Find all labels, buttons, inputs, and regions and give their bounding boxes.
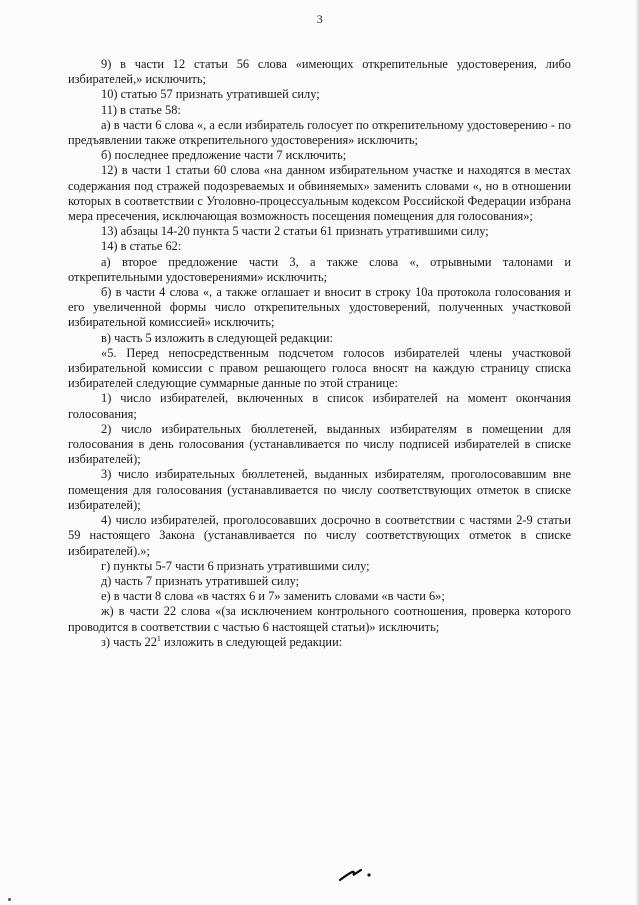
paragraph: 11) в статье 58: xyxy=(101,102,181,117)
paragraph: 14) в статье 62: xyxy=(101,239,182,254)
paragraph: е) в части 8 слова «в частях 6 и 7» заменить словами «в части 6»; xyxy=(101,589,445,604)
page-number: 3 xyxy=(316,12,324,26)
paragraph: ж) в части 22 слова «(за исключением контрольного соотношения, проверка которого проводится в соответствии с частью 6 настоящей статьи)» исключить; xyxy=(68,604,571,634)
paragraph: б) последнее предложение части 7 исключить; xyxy=(101,148,347,163)
scan-edge xyxy=(636,0,640,905)
paragraph: 3) число избирательных бюллетеней, выданных избирателям, проголосовавшим вне помещения для голосования (устанавливается по числу соответствующих отметок в списке избирателей); xyxy=(68,467,571,512)
paragraph: б) в части 4 слова «, а также оглашает и вносит в строку 10а протокола голосования и его увеличенной формы число открепительных удостоверений, полученных участковой избирательной комиссией» исключить; xyxy=(68,285,571,330)
scan-speck xyxy=(8,898,11,901)
paragraph: 10) статью 57 признать утратившей силу; xyxy=(101,87,320,102)
ink-mark-icon xyxy=(336,864,388,884)
last-paragraph-suffix: изложить в следующей редакции: xyxy=(160,634,343,649)
paragraph: «5. Перед непосредственным подсчетом голосов избирателей члены участковой избирательной комиссии с правом решающего голоса вносят на каждую страницу списка избирателей следующие суммарные данные по этой странице: xyxy=(68,345,571,391)
paragraph: 12) в части 1 статьи 60 слова «на данном избирательном участке и находятся в местах содержания под стражей подозреваемых и обвиняемых» заменить словами «, но в отношении которых в соответствии с Уголовно-процессуальным кодексом Российской Федерации избрана мера пресечения, исключающая возможность посещения помещения для голосования»; xyxy=(68,163,571,224)
paragraph: а) в части 6 слова «, а если избиратель голосует по открепительному удостоверению - по предъявлении также открепительного удостоверения» исключить; xyxy=(68,117,571,148)
document-body xyxy=(68,57,571,650)
paragraph-last xyxy=(68,635,571,650)
paragraph: 2) число избирательных бюллетеней, выданных избирателям в помещении для голосования в день голосования (устанавливается по числу подписей избирателей в списке избирателей); xyxy=(68,421,571,467)
paragraph: 13) абзацы 14-20 пункта 5 части 2 статьи 61 признать утратившими силу; xyxy=(101,224,489,239)
paragraph: д) часть 7 признать утратившей силу; xyxy=(101,573,300,588)
last-paragraph-prefix: з) часть 22 xyxy=(101,634,157,649)
superscript-marker: 1 xyxy=(156,633,161,643)
paragraph: г) пункты 5-7 части 6 признать утратившими силу; xyxy=(101,558,370,573)
paragraph: 9) в части 12 статьи 56 слова «имеющих открепительные удостоверения, либо избирателей,» исключить; xyxy=(68,57,571,87)
paragraph: в) часть 5 изложить в следующей редакции: xyxy=(101,330,333,345)
paragraph: 4) число избирателей, проголосовавших досрочно в соответствии с частями 2-9 статьи 59 настоящего Закона (устанавливается по числу соответствующих отметок в списке избирателей).»; xyxy=(68,513,571,558)
paragraph: а) второе предложение части 3, а также слова «, отрывными талонами и открепительными удостоверениями» исключить; xyxy=(68,254,571,284)
paragraph: 1) число избирателей, включенных в список избирателей на момент окончания голосования; xyxy=(68,391,571,421)
